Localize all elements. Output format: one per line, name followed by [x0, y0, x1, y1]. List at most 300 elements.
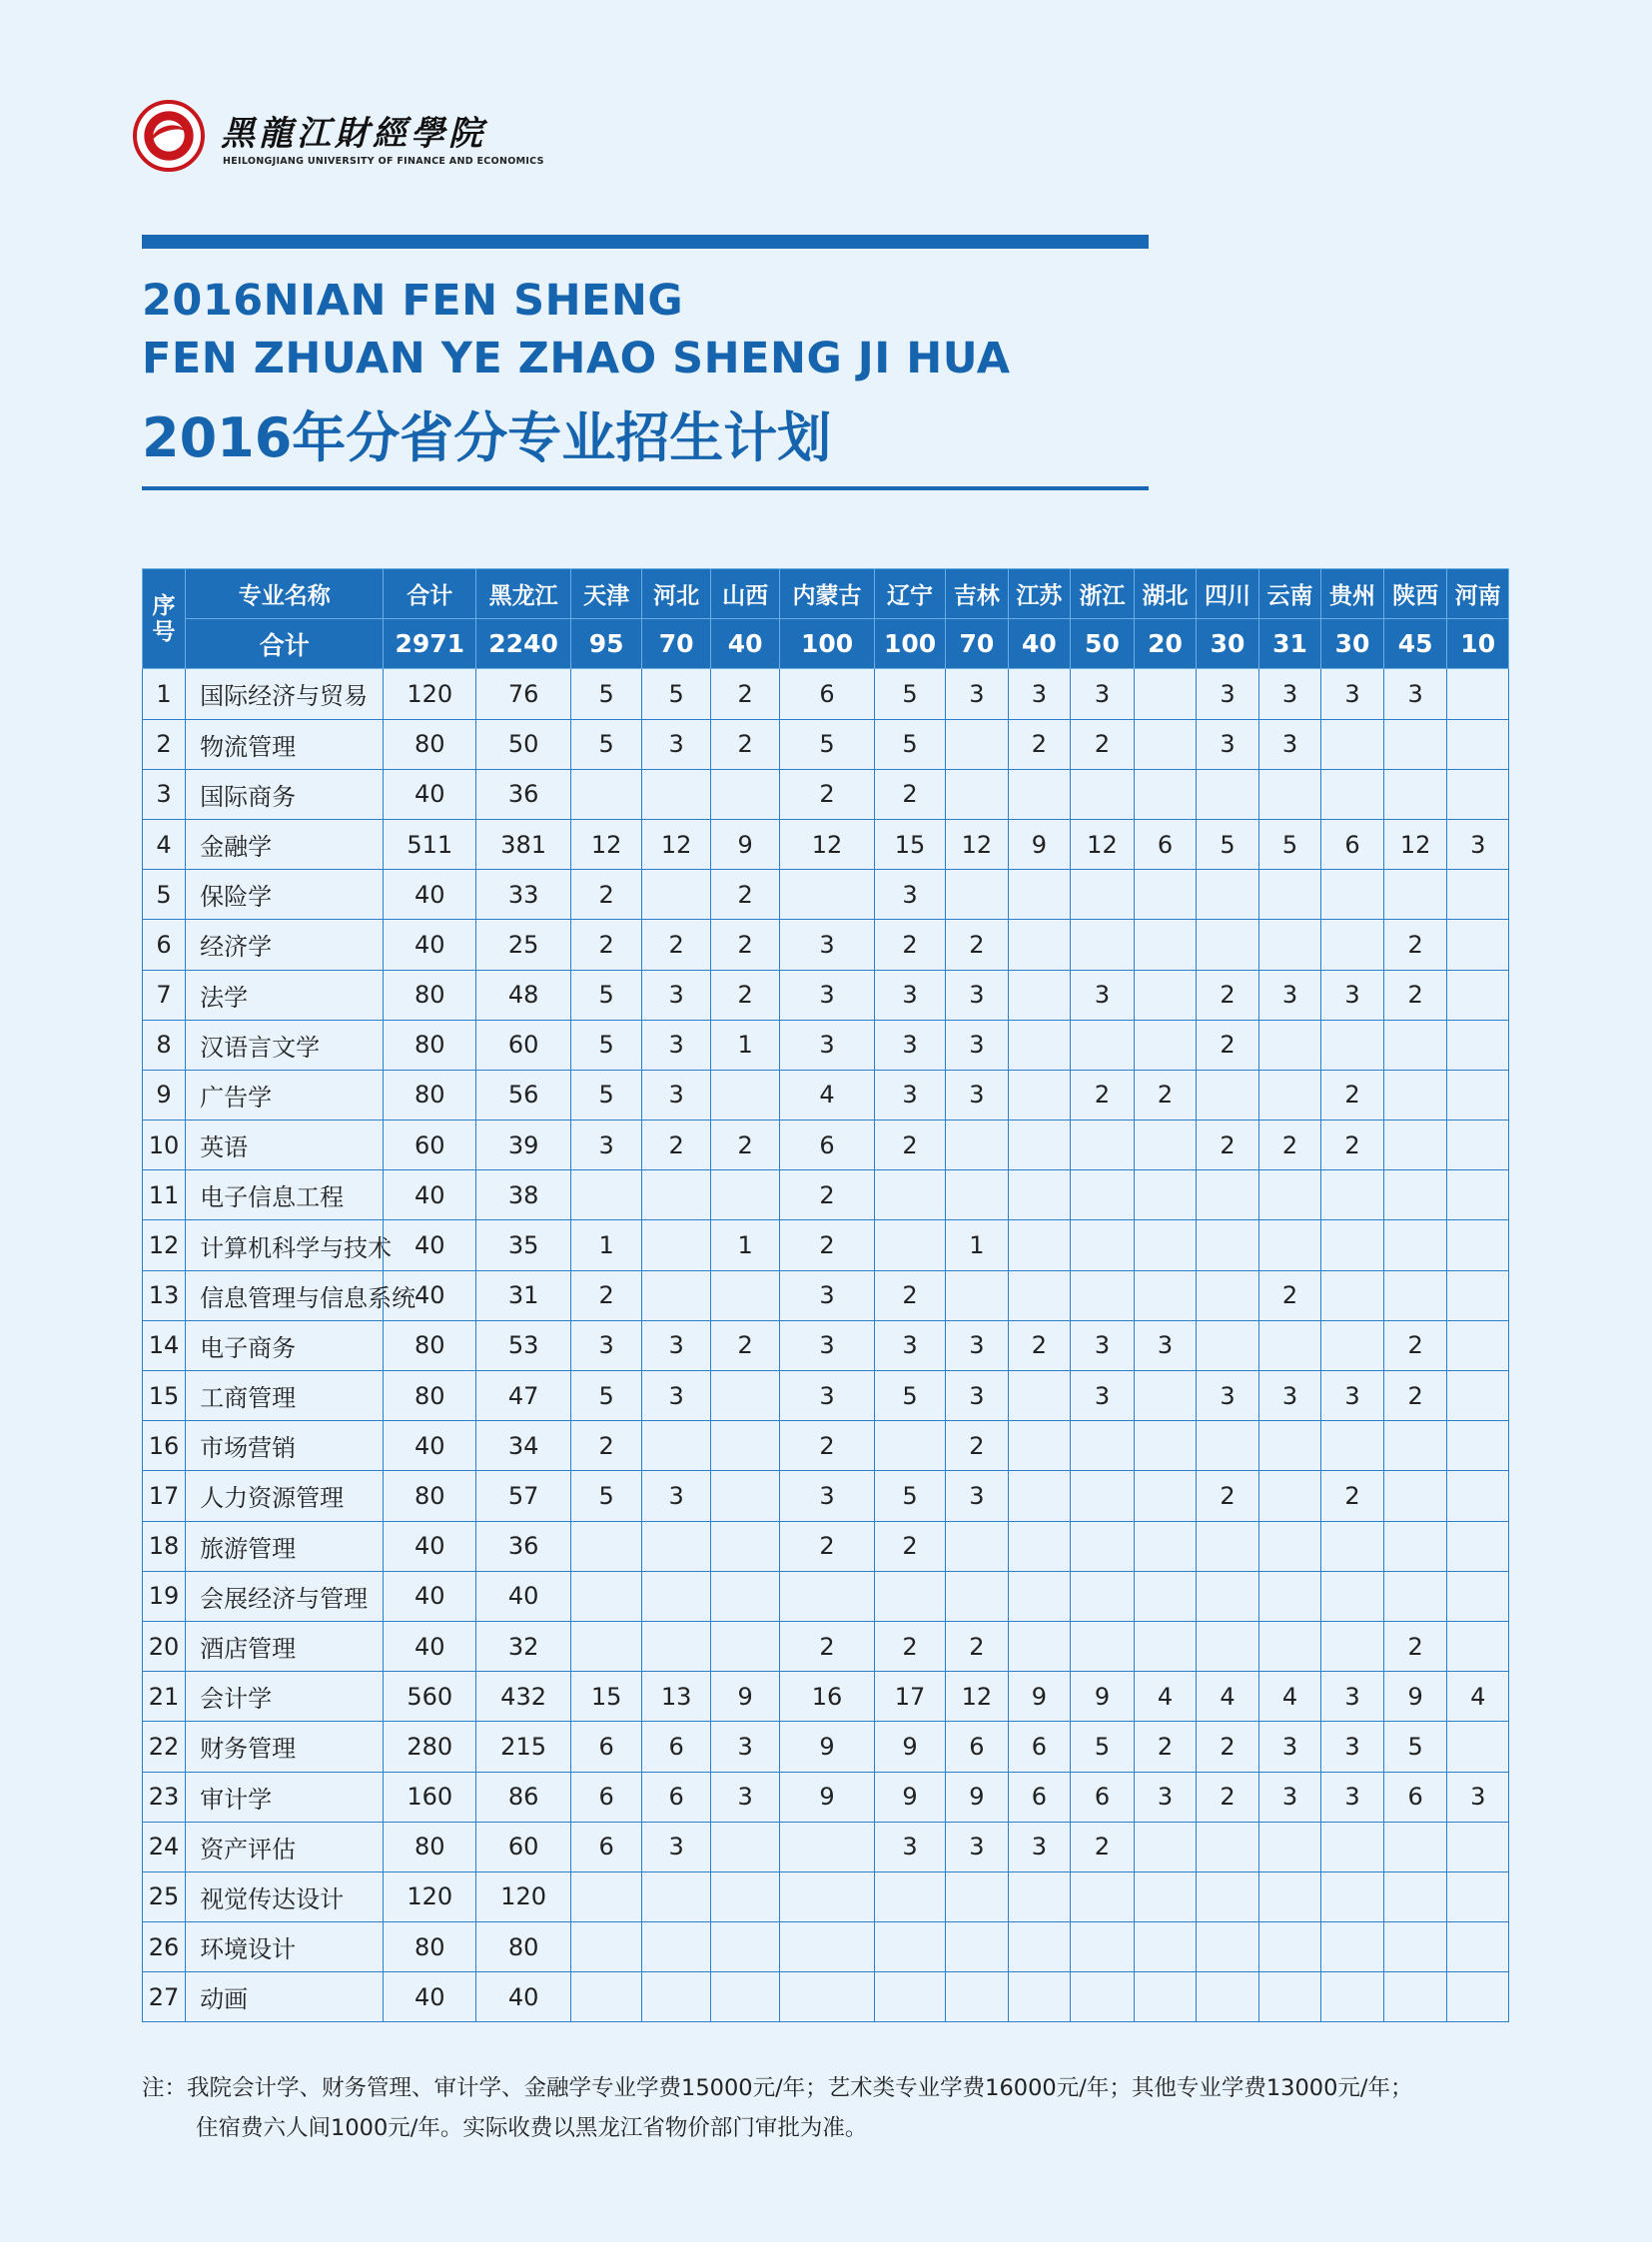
row-province-value — [1447, 1320, 1509, 1370]
row-province-value: 2 — [780, 769, 875, 819]
row-major-name: 物流管理 — [186, 719, 384, 769]
row-province-value: 5 — [571, 970, 642, 1020]
row-province-value: 3 — [946, 1320, 1009, 1370]
row-province-value — [1447, 920, 1509, 970]
row-province-value: 3 — [571, 1320, 642, 1370]
province-total: 40 — [711, 619, 780, 669]
province-header: 吉林 — [946, 569, 1009, 619]
row-province-value — [1008, 1521, 1071, 1571]
row-seq: 16 — [143, 1421, 186, 1471]
row-province-value — [642, 1270, 711, 1320]
row-province-value — [874, 1571, 945, 1621]
row-province-value — [1447, 769, 1509, 819]
row-province-value: 3 — [874, 970, 945, 1020]
row-province-value — [1258, 1822, 1321, 1871]
table-row — [143, 719, 1509, 769]
row-major-name: 电子商务 — [186, 1320, 384, 1370]
row-province-value: 1 — [711, 1020, 780, 1070]
row-major-name: 电子信息工程 — [186, 1170, 384, 1220]
row-province-value: 3 — [1258, 1371, 1321, 1421]
row-province-value: 6 — [642, 1722, 711, 1772]
row-province-value — [1134, 1621, 1197, 1671]
province-total: 100 — [780, 619, 875, 669]
row-seq: 7 — [143, 970, 186, 1020]
row-province-value: 2 — [946, 1621, 1009, 1671]
row-province-value: 6 — [780, 669, 875, 719]
row-province-value: 12 — [1071, 819, 1135, 869]
row-province-value — [1258, 1421, 1321, 1471]
row-major-name: 市场营销 — [186, 1421, 384, 1471]
row-province-value — [780, 1871, 875, 1921]
row-province-value — [1321, 1621, 1384, 1671]
row-province-value — [1197, 1571, 1259, 1621]
row-province-value: 3 — [1071, 669, 1135, 719]
university-logo — [133, 100, 562, 180]
row-province-value — [1071, 1020, 1135, 1070]
row-province-value — [1321, 769, 1384, 819]
row-province-value — [1258, 1972, 1321, 2022]
row-seq: 21 — [143, 1672, 186, 1722]
row-province-value — [1197, 1421, 1259, 1471]
row-province-value — [1008, 1871, 1071, 1921]
row-province-value: 6 — [1321, 819, 1384, 869]
page-title: 2016年分省分专业招生计划 — [142, 406, 832, 469]
row-province-value — [711, 1070, 780, 1120]
row-province-value: 2 — [874, 769, 945, 819]
row-province-value: 3 — [874, 1070, 945, 1120]
row-seq: 17 — [143, 1471, 186, 1521]
row-major-name: 会计学 — [186, 1672, 384, 1722]
row-province-value: 3 — [1321, 669, 1384, 719]
row-province-value: 47 — [476, 1371, 571, 1421]
row-province-value — [1008, 1371, 1071, 1421]
province-total: 10 — [1447, 619, 1509, 669]
row-province-value: 6 — [571, 1772, 642, 1822]
seq-header: 序号 — [143, 569, 186, 669]
row-total: 80 — [384, 1020, 476, 1070]
table-row — [143, 819, 1509, 869]
row-province-value: 6 — [571, 1822, 642, 1871]
table-row — [143, 1772, 1509, 1822]
row-province-value — [1447, 1421, 1509, 1471]
table-row — [143, 1270, 1509, 1320]
row-province-value — [1134, 870, 1197, 920]
row-province-value: 3 — [1321, 1722, 1384, 1772]
row-province-value: 3 — [780, 970, 875, 1020]
row-province-value — [1321, 1320, 1384, 1370]
row-province-value — [1447, 970, 1509, 1020]
row-province-value — [946, 769, 1009, 819]
row-province-value: 3 — [946, 970, 1009, 1020]
row-province-value — [946, 1121, 1009, 1170]
row-total: 560 — [384, 1672, 476, 1722]
row-total: 80 — [384, 1922, 476, 1972]
row-province-value: 60 — [476, 1020, 571, 1070]
row-province-value — [1447, 1270, 1509, 1320]
row-province-value: 9 — [874, 1772, 945, 1822]
row-province-value: 3 — [780, 1471, 875, 1521]
row-province-value — [1071, 1871, 1135, 1921]
row-province-value — [571, 1521, 642, 1571]
row-seq: 5 — [143, 870, 186, 920]
row-province-value: 33 — [476, 870, 571, 920]
row-province-value — [1383, 1871, 1447, 1921]
province-total: 100 — [874, 619, 945, 669]
row-seq: 20 — [143, 1621, 186, 1671]
row-province-value: 9 — [1008, 1672, 1071, 1722]
row-province-value: 9 — [1071, 1672, 1135, 1722]
row-major-name: 经济学 — [186, 920, 384, 970]
row-province-value — [1321, 1972, 1384, 2022]
row-province-value: 3 — [1321, 970, 1384, 1020]
table-row — [143, 970, 1509, 1020]
row-province-value — [946, 1170, 1009, 1220]
row-province-value: 2 — [1383, 1371, 1447, 1421]
row-province-value: 3 — [946, 1471, 1009, 1521]
row-province-value: 3 — [1197, 669, 1259, 719]
row-province-value: 2 — [1134, 1722, 1197, 1772]
row-province-value — [1447, 1972, 1509, 2022]
row-province-value — [1008, 920, 1071, 970]
row-province-value — [1134, 1972, 1197, 2022]
row-seq: 4 — [143, 819, 186, 869]
province-header: 辽宁 — [874, 569, 945, 619]
row-province-value — [711, 1571, 780, 1621]
row-province-value — [642, 1972, 711, 2022]
row-total: 120 — [384, 1871, 476, 1921]
row-province-value: 9 — [711, 1672, 780, 1722]
row-seq: 11 — [143, 1170, 186, 1220]
row-province-value — [1008, 1070, 1071, 1120]
title-top-bar — [142, 235, 1149, 249]
grand-total-value: 2971 — [384, 619, 476, 669]
row-province-value — [1071, 1421, 1135, 1471]
row-major-name: 计算机科学与技术 — [186, 1220, 384, 1270]
row-province-value — [642, 1922, 711, 1972]
row-province-value: 31 — [476, 1270, 571, 1320]
row-total: 40 — [384, 769, 476, 819]
row-province-value — [1383, 1020, 1447, 1070]
row-province-value: 3 — [1258, 1772, 1321, 1822]
row-province-value — [642, 769, 711, 819]
row-province-value — [946, 1922, 1009, 1972]
row-province-value: 2 — [571, 920, 642, 970]
row-province-value — [1134, 1871, 1197, 1921]
row-total: 160 — [384, 1772, 476, 1822]
row-total: 40 — [384, 1170, 476, 1220]
row-province-value: 6 — [1008, 1772, 1071, 1822]
row-province-value — [1383, 1220, 1447, 1270]
row-province-value — [1071, 1922, 1135, 1972]
row-province-value: 3 — [642, 1471, 711, 1521]
row-province-value — [571, 1871, 642, 1921]
row-province-value — [874, 1421, 945, 1471]
row-province-value: 120 — [476, 1871, 571, 1921]
fee-note-line2: 住宿费六人间1000元/年。实际收费以黑龙江省物价部门审批为准。 — [196, 2115, 868, 2141]
grand-total-label: 合计 — [186, 619, 384, 669]
row-province-value — [1008, 769, 1071, 819]
row-province-value — [711, 1421, 780, 1471]
row-province-value — [642, 1421, 711, 1471]
row-province-value — [1008, 1421, 1071, 1471]
row-province-value: 2 — [1197, 1722, 1259, 1772]
row-province-value — [642, 1521, 711, 1571]
row-province-value — [571, 1571, 642, 1621]
row-province-value: 2 — [874, 1121, 945, 1170]
row-province-value: 2 — [780, 1421, 875, 1471]
row-province-value: 3 — [642, 1320, 711, 1370]
row-province-value — [1008, 1972, 1071, 2022]
row-province-value: 12 — [1383, 819, 1447, 869]
row-province-value: 5 — [642, 669, 711, 719]
table-row — [143, 1722, 1509, 1772]
row-province-value: 3 — [1008, 1822, 1071, 1871]
row-province-value — [1071, 1972, 1135, 2022]
province-total: 30 — [1197, 619, 1259, 669]
row-province-value — [711, 769, 780, 819]
row-province-value — [1447, 669, 1509, 719]
row-province-value — [946, 719, 1009, 769]
table-row — [143, 920, 1509, 970]
row-province-value: 5 — [780, 719, 875, 769]
row-province-value: 4 — [1447, 1672, 1509, 1722]
row-province-value: 5 — [874, 1471, 945, 1521]
row-province-value — [1258, 769, 1321, 819]
row-major-name: 工商管理 — [186, 1371, 384, 1421]
row-province-value: 6 — [780, 1121, 875, 1170]
row-province-value: 3 — [1258, 1722, 1321, 1772]
row-province-value: 3 — [946, 1371, 1009, 1421]
row-province-value: 3 — [1321, 1672, 1384, 1722]
row-province-value: 5 — [1258, 819, 1321, 869]
row-province-value: 2 — [1321, 1070, 1384, 1120]
row-province-value: 6 — [1383, 1772, 1447, 1822]
row-province-value — [1447, 1922, 1509, 1972]
row-province-value: 15 — [874, 819, 945, 869]
row-province-value — [1134, 769, 1197, 819]
province-total: 30 — [1321, 619, 1384, 669]
row-province-value: 3 — [571, 1121, 642, 1170]
province-total: 50 — [1071, 619, 1135, 669]
row-province-value: 3 — [1071, 1371, 1135, 1421]
table-body — [143, 669, 1509, 2022]
row-province-value — [946, 870, 1009, 920]
province-header: 河南 — [1447, 569, 1509, 619]
row-province-value — [711, 1371, 780, 1421]
row-province-value: 3 — [874, 1822, 945, 1871]
row-province-value — [711, 1621, 780, 1671]
province-header: 江苏 — [1008, 569, 1071, 619]
row-province-value: 2 — [711, 870, 780, 920]
row-province-value — [1197, 769, 1259, 819]
row-seq: 26 — [143, 1922, 186, 1972]
row-province-value — [1134, 669, 1197, 719]
row-province-value — [1383, 1421, 1447, 1471]
province-header: 山西 — [711, 569, 780, 619]
row-province-value — [1321, 1521, 1384, 1571]
row-province-value — [1197, 1521, 1259, 1571]
row-province-value: 38 — [476, 1170, 571, 1220]
row-province-value: 2 — [711, 1320, 780, 1370]
row-province-value — [1383, 1972, 1447, 2022]
row-province-value: 12 — [780, 819, 875, 869]
row-province-value — [1321, 1922, 1384, 1972]
row-province-value: 2 — [1197, 1121, 1259, 1170]
row-province-value: 2 — [571, 870, 642, 920]
row-major-name: 会展经济与管理 — [186, 1571, 384, 1621]
row-province-value — [1071, 1521, 1135, 1571]
row-province-value: 2 — [1071, 1070, 1135, 1120]
row-major-name: 环境设计 — [186, 1922, 384, 1972]
row-province-value: 76 — [476, 669, 571, 719]
row-total: 280 — [384, 1722, 476, 1772]
row-province-value: 2 — [642, 1121, 711, 1170]
row-province-value: 3 — [642, 1822, 711, 1871]
row-major-name: 审计学 — [186, 1772, 384, 1822]
row-seq: 10 — [143, 1121, 186, 1170]
province-header: 黑龙江 — [476, 569, 571, 619]
row-province-value — [1071, 870, 1135, 920]
row-total: 40 — [384, 1220, 476, 1270]
row-province-value: 3 — [1258, 669, 1321, 719]
row-province-value: 36 — [476, 769, 571, 819]
province-total: 45 — [1383, 619, 1447, 669]
row-province-value — [571, 1922, 642, 1972]
row-province-value: 6 — [1008, 1722, 1071, 1772]
row-seq: 24 — [143, 1822, 186, 1871]
row-province-value: 2 — [1321, 1121, 1384, 1170]
row-province-value: 3 — [946, 1020, 1009, 1070]
table-row — [143, 1371, 1509, 1421]
row-province-value — [1321, 1822, 1384, 1871]
table-row — [143, 1521, 1509, 1571]
row-province-value: 5 — [571, 1070, 642, 1120]
row-province-value — [1008, 1020, 1071, 1070]
row-province-value — [1197, 1972, 1259, 2022]
row-province-value: 6 — [1134, 819, 1197, 869]
row-province-value — [1071, 1121, 1135, 1170]
row-province-value: 50 — [476, 719, 571, 769]
row-province-value: 381 — [476, 819, 571, 869]
row-province-value: 12 — [571, 819, 642, 869]
row-province-value: 40 — [476, 1972, 571, 2022]
row-province-value: 3 — [780, 1270, 875, 1320]
row-seq: 8 — [143, 1020, 186, 1070]
row-province-value — [1383, 1922, 1447, 1972]
row-province-value — [1134, 920, 1197, 970]
row-province-value: 9 — [1383, 1672, 1447, 1722]
row-province-value — [1383, 769, 1447, 819]
row-province-value: 5 — [874, 1371, 945, 1421]
row-major-name: 信息管理与信息系统 — [186, 1270, 384, 1320]
row-province-value: 3 — [1383, 669, 1447, 719]
table-row — [143, 1822, 1509, 1871]
row-province-value: 3 — [642, 1020, 711, 1070]
row-province-value: 2 — [1383, 970, 1447, 1020]
fee-note — [142, 2068, 1530, 2148]
row-province-value — [1008, 1220, 1071, 1270]
row-province-value: 3 — [780, 1020, 875, 1070]
row-total: 511 — [384, 819, 476, 869]
row-province-value: 2 — [711, 970, 780, 1020]
row-province-value — [1197, 1621, 1259, 1671]
row-major-name: 财务管理 — [186, 1722, 384, 1772]
table-row — [143, 1672, 1509, 1722]
row-major-name: 视觉传达设计 — [186, 1871, 384, 1921]
row-province-value: 86 — [476, 1772, 571, 1822]
row-province-value: 57 — [476, 1471, 571, 1521]
row-province-value — [1447, 1371, 1509, 1421]
row-province-value — [571, 1621, 642, 1671]
row-province-value: 56 — [476, 1070, 571, 1120]
row-province-value: 4 — [780, 1070, 875, 1120]
row-province-value — [1321, 1020, 1384, 1070]
province-total: 2240 — [476, 619, 571, 669]
row-province-value: 5 — [874, 669, 945, 719]
row-province-value — [874, 1871, 945, 1921]
table-row — [143, 1972, 1509, 2022]
row-province-value: 17 — [874, 1672, 945, 1722]
row-province-value — [1258, 1471, 1321, 1521]
row-province-value — [1134, 1170, 1197, 1220]
row-province-value — [1071, 1571, 1135, 1621]
row-province-value: 2 — [571, 1421, 642, 1471]
row-province-value: 9 — [946, 1772, 1009, 1822]
row-province-value — [1134, 1822, 1197, 1871]
row-province-value — [780, 1972, 875, 2022]
row-major-name: 国际经济与贸易 — [186, 669, 384, 719]
row-province-value — [1197, 1922, 1259, 1972]
row-province-value: 2 — [874, 1621, 945, 1671]
row-province-value — [1383, 1121, 1447, 1170]
row-seq: 19 — [143, 1571, 186, 1621]
row-province-value: 2 — [946, 920, 1009, 970]
row-province-value: 9 — [711, 819, 780, 869]
row-province-value — [874, 1220, 945, 1270]
row-province-value — [1197, 920, 1259, 970]
row-major-name: 保险学 — [186, 870, 384, 920]
row-province-value — [946, 1871, 1009, 1921]
row-province-value — [1258, 1571, 1321, 1621]
province-total: 40 — [1008, 619, 1071, 669]
row-province-value — [1134, 1020, 1197, 1070]
province-header: 云南 — [1258, 569, 1321, 619]
row-province-value: 2 — [1197, 1772, 1259, 1822]
university-name-en: HEILONGJIANG UNIVERSITY OF FINANCE AND ECONOMICS — [223, 156, 544, 167]
row-province-value — [780, 870, 875, 920]
row-seq: 3 — [143, 769, 186, 819]
row-province-value: 1 — [571, 1220, 642, 1270]
row-province-value: 12 — [946, 1672, 1009, 1722]
row-province-value — [642, 1170, 711, 1220]
row-province-value — [1383, 1571, 1447, 1621]
enrollment-plan-table — [142, 568, 1509, 2022]
row-province-value: 2 — [874, 1270, 945, 1320]
row-province-value — [1134, 1922, 1197, 1972]
row-province-value: 36 — [476, 1521, 571, 1571]
row-province-value — [711, 1471, 780, 1521]
row-province-value: 3 — [711, 1722, 780, 1772]
row-major-name: 汉语言文学 — [186, 1020, 384, 1070]
province-header: 河北 — [642, 569, 711, 619]
row-province-value — [1134, 1421, 1197, 1471]
row-province-value: 3 — [874, 1320, 945, 1370]
row-province-value: 16 — [780, 1672, 875, 1722]
row-province-value: 34 — [476, 1421, 571, 1471]
row-province-value — [1258, 1170, 1321, 1220]
row-province-value: 53 — [476, 1320, 571, 1370]
province-total: 31 — [1258, 619, 1321, 669]
